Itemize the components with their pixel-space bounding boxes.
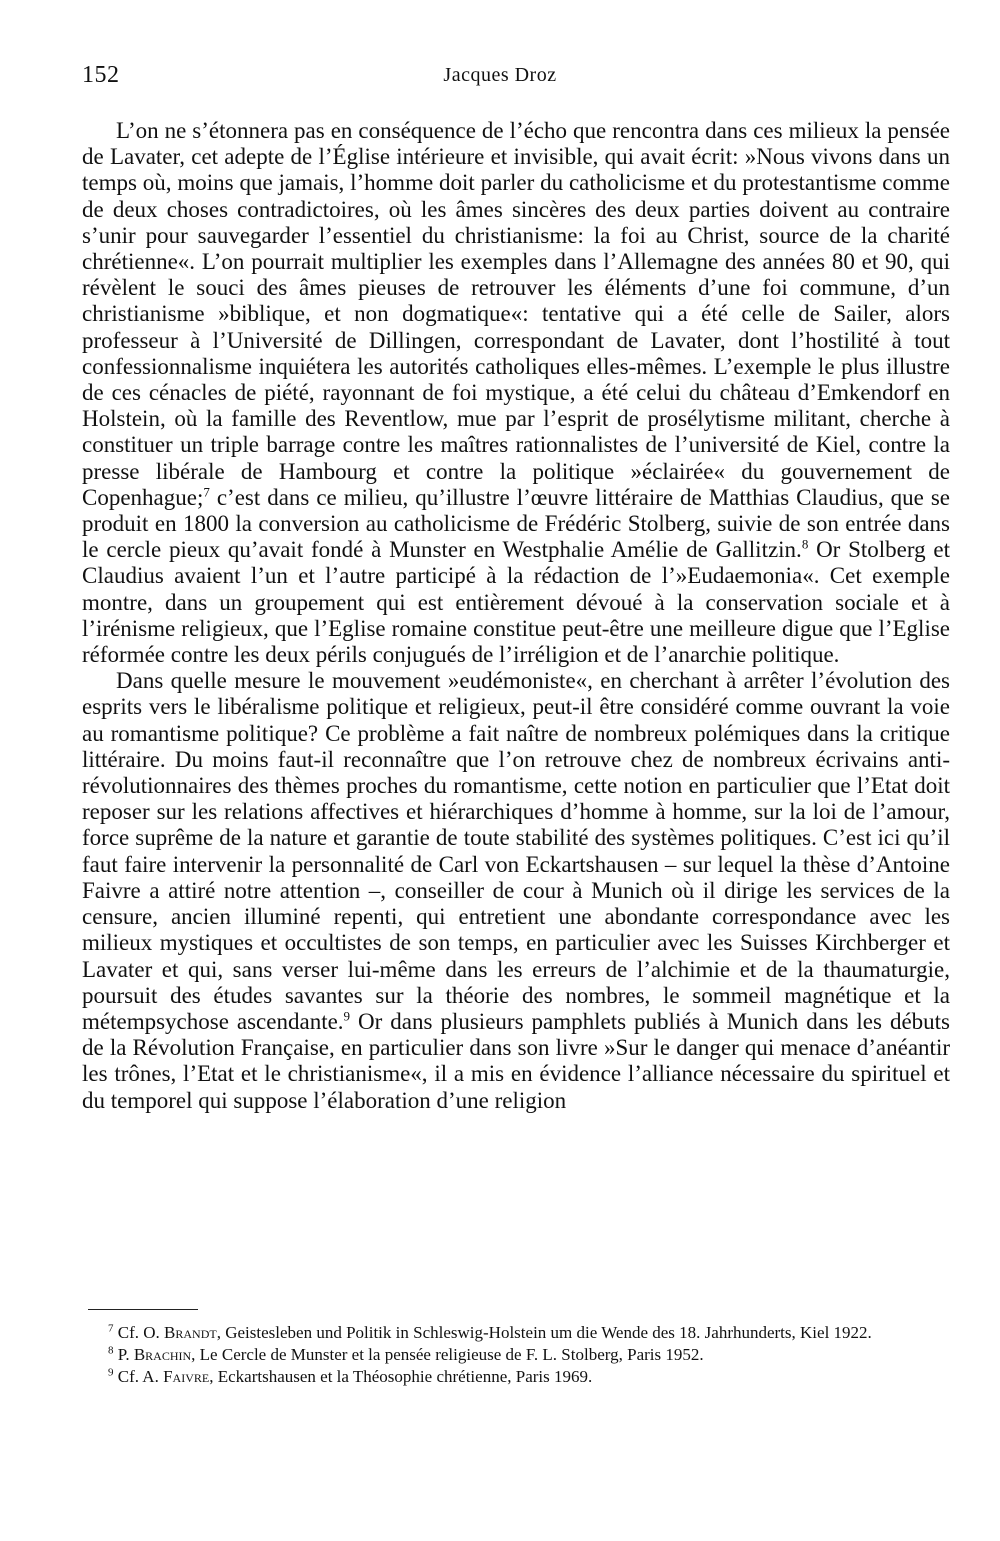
paragraph-text: L’on ne s’étonnera pas en conséquence de l’écho que rencontra dans ces milieux la pensée de Lavater, cet adepte de l’Église intérieure et invisible, qui avait écrit: »Nous vivons dans un temps où, moins que jamais, l’homme doit parler du catholicisme et du protestantisme comme de deux choses contradictoires, où les âmes sincères des deux parties doivent au contraire s’unir pour sauvegarder l’essentiel du christianisme: la foi au Christ, source de la charité chrétienne«. L’on pourrait multiplier les exemples dans l’Allemagne des années 80 et 90, qui révèlent le souci des âmes pieuses de retrouver les éléments d’une foi commune, d’un christianisme »biblique, et non dogmatique«: tentative qui a été celle de Sailer, alors professeur à l’Université de Dillingen, correspondant de Lavater, dont l’hostilité à tout confessionnalisme inquiétera les autorités catholiques elles-mêmes. L’exemple le plus illustre de ces cénacles de piété, rayonnant de foi mystique, a été celui du château d’Emkendorf en Holstein, où la famille des Reventlow, mue par l’esprit de prosélytisme militant, cherche à constituer un triple barrage contre les maîtres rationnalistes de l’université de Kiel, contre la presse libérale de Hambourg et contre la politique »éclairée« du gouvernement de Copenhague;	[82, 118, 950, 510]
running-title: Jacques Droz	[443, 64, 557, 86]
body-text	[82, 118, 950, 1114]
footnote-reference: 8	[801, 536, 809, 552]
footnote-prefix: Cf. A.	[117, 1367, 164, 1386]
footnote-reference: 7	[203, 484, 210, 500]
paragraph	[82, 668, 950, 1113]
paragraph-text: Or Stolberg et Claudius avaient l’un et l’autre participé à la rédaction de l’»Eudaemonia«. Cet exemple montre, dans un groupement qui est entièrement dévoué à la conservation sociale et à l’irénisme religieux, que l’Eglise romaine constitue peut-être une meilleure digue que l’Eglise réformée contre les deux périls conjugués de l’irréligion et de l’anarchie politique.	[82, 537, 950, 668]
paragraph-text: Dans quelle mesure le mouvement »eudémoniste«, en cherchant à arrêter l’évolution des esprits vers le libéralisme politique et religieux, peut-il être considéré comme ouvrant la voie au romantisme politique? Ce problème a fait naître de nombreux polémiques dans la critique littéraire. Du moins faut-il reconnaître que l’on retrouve chez de nombreux écrivains anti-révolutionnaires des thèmes proches du romantisme, cette notion en particulier que l’Etat doit reposer sur les relations affectives et hiérarchiques d’homme à homme, sur la loi de l’amour, force suprême de la nature et garantie de toute stabilité des systèmes politiques. C’est ici qu’il faut faire intervenir la personnalité de Carl von Eckartshausen – sur lequel la thèse d’Antoine Faivre a attiré notre attention –, conseiller de cour à Munich où il dirige les services de la censure, ancien illuminé repenti, qui entretient une abondante correspondance avec les milieux mystiques et occultistes de son temps, en particulier avec les Suisses Kirchberger et Lavater et qui, sans verser lui-même dans les erreurs de l’alchimie et de la thaumaturgie, poursuit des études savantes sur la théorie des nombres, le sommeil magnétique et la métempsychose ascendante.	[82, 668, 950, 1034]
footnote-author: Brachin	[133, 1345, 192, 1364]
footnote-prefix: Cf. O.	[117, 1323, 165, 1342]
page-number: 152	[82, 62, 120, 88]
footnotes	[88, 1322, 950, 1388]
footnote-number: 7	[108, 1322, 114, 1335]
footnote	[88, 1322, 950, 1344]
footnote-number: 9	[108, 1366, 114, 1379]
footnote-divider	[88, 1309, 198, 1310]
footnote-text: , Geistesleben und Politik in Schleswig-Holstein um die Wende des 18. Jahrhunderts, Kiel 1922.	[216, 1323, 872, 1342]
footnote-number: 8	[108, 1344, 114, 1357]
footnote	[88, 1344, 950, 1366]
footnote-author: Faivre	[163, 1367, 210, 1386]
footnote-author: Brandt	[164, 1323, 217, 1342]
paragraph-text: Or dans plusieurs pamphlets publiés à Munich dans les débuts de la Révolution Française, en particulier dans son livre »Sur le danger qui menace d’anéantir les trônes, l’Etat et le christianisme«, il a mis en évidence l’alliance nécessaire du spirituel et du temporel qui suppose l’élaboration d’une religion	[82, 1008, 950, 1113]
footnote-reference: 9	[343, 1008, 351, 1024]
footnote-prefix: P.	[117, 1345, 134, 1364]
footnote-text: , Le Cercle de Munster et la pensée religieuse de F. L. Stolberg, Paris 1952.	[191, 1345, 704, 1364]
paragraph	[82, 118, 950, 668]
paragraph-text: c’est dans ce milieu, qu’illustre l’œuvre littéraire de Matthias Claudius, que se produit en 1800 la conversion au catholicisme de Frédéric Stolberg, suivie de son entrée dans le cercle pieux qu’avait fondé à Munster en Westphalie Amélie de Gallitzin.	[82, 484, 950, 563]
footnote	[88, 1366, 950, 1388]
footnote-text: , Eckartshausen et la Théosophie chrétienne, Paris 1969.	[209, 1367, 593, 1386]
